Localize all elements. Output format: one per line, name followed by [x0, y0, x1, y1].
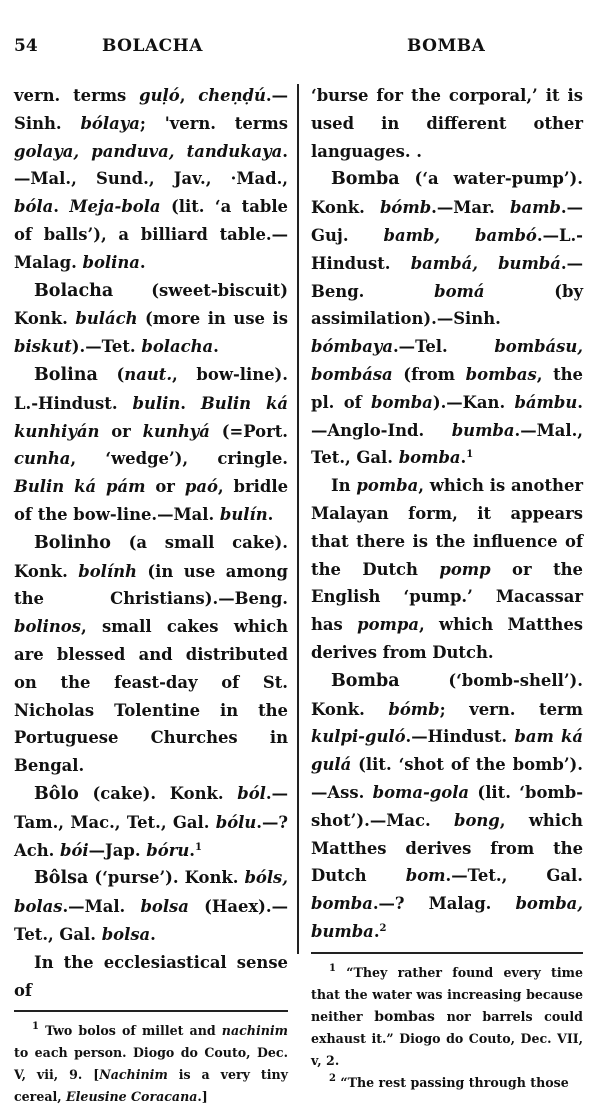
footnote-rule [311, 952, 583, 954]
headword: Bolina [34, 364, 98, 385]
headword: Bôlsa [34, 868, 89, 889]
footnote-1: $^1$ “They rather found every time that the water was increasing because neither bombas nor barrels could exhaust it.” Diogo do Couto, Dec. VII, v, 2. [311, 962, 583, 1068]
headword: Bôlo [34, 783, 79, 804]
ecclesiastical-paragraph: In the ecclesiastical sense of [14, 952, 288, 1000]
headword: Bolinho [34, 532, 111, 553]
headword: Bomba [331, 169, 400, 190]
left-column [14, 82, 288, 1108]
continuation-paragraph: ‘burse for the corporal,’ it is used in different other languages. . [311, 86, 583, 161]
headword: Bomba [331, 670, 400, 691]
entry-bolina: Bolina (naut., bow-line). L.-Hindust. bulin. Bulin ká kunhiyán or kunhyá (=Port. cunha, ‘wedge’), cringle. Bulin ká pám or paó, bridle of the bow-line.—Mal. bulín. [14, 364, 289, 524]
entry-bolinho: Bolinho (a small cake). Konk. bolính (in use among the Christians).—Beng. bolinos, small cakes which are blessed and distributed on the feast-day of St. Nicholas Tolentine in the Portuguese Churches in Bengal. [14, 532, 288, 776]
footnote-ref: 2 [379, 922, 387, 934]
left-running-head: BOLACHA [102, 36, 203, 56]
footnote-rule [14, 1010, 288, 1012]
pomba-paragraph: In pomba, which is another Malayan form, it appears that there is the influence of the Dutch pomp or the English ‘pump.’ Macassar has pompa, which Matthes derives from Dutch. [311, 476, 584, 662]
headword: Bolacha [34, 280, 114, 301]
right-running-head: BOMBA [407, 36, 486, 56]
footnote-ref: 1 [466, 449, 474, 461]
page-number: 54 [14, 36, 38, 56]
running-header [0, 36, 600, 60]
right-column [311, 82, 583, 1094]
entry-bolo: Bôlo (cake). Konk. ból.—Tam., Mac., Tet., Gal. bólu.—? Ach. bói—Jap. bóru.$^1$ [14, 783, 288, 860]
entry-bolacha: Bolacha (sweet-biscuit) Konk. bulách (more in use is biskut).—Tet. bolacha. [14, 280, 288, 357]
continuation-paragraph: vern. terms guḷó, cheṇḍú.—Sinh. bólaya; 'vern. terms golaya, panduva, tandukaya.—Mal., Sund., Jav., ·Mad., bóla. Meja-bola (lit. ‘a table of balls’), a billiard table.—Malag. bolina. [14, 86, 289, 272]
footnote-2: $^2$ “The rest passing through those [329, 1072, 569, 1090]
entry-bolsa: Bôlsa (‘purse’). Konk. bóls, bolas.—Mal. bolsa (Haex).—Tet., Gal. bolsa. [14, 868, 288, 944]
footnote-1: $^1$ Two bolos of millet and nachinim to each person. Diogo do Couto, Dec. V, vii, 9. [Nachinim is a very tiny cereal, Eleusine Coracana.] [14, 1021, 288, 1105]
column-divider [297, 84, 299, 954]
footnote-ref: 1 [194, 841, 202, 853]
entry-bomba-bomb-shell: Bomba (‘bomb-shell’). Konk. bómb; vern. term kulpi-guló.—Hindust. bam ká gulá (lit. ‘shot of the bomb’).—Ass. boma-gola (lit. ‘bomb-shot’).—Mac. bong, which Matthes derives from the Dutch bom.—Tet., Gal. bomba.—? Malag. bomba, bumba.$^2$ [311, 670, 583, 941]
entry-bomba-water-pump: Bomba (‘a water-pump’). Konk. bómb.—Mar. bamb.—Guj. bamb, bambó.—L.-Hindust. bambá, bumbá.—Beng. bomá (by assimilation).—Sinh. bómbaya.—Tel. bombásu, bombása (from bombas, the pl. of bomba).—Kan. bámbu.—Anglo-Ind. bumba.—Mal., Tet., Gal. bomba.$^1$ [311, 169, 584, 468]
